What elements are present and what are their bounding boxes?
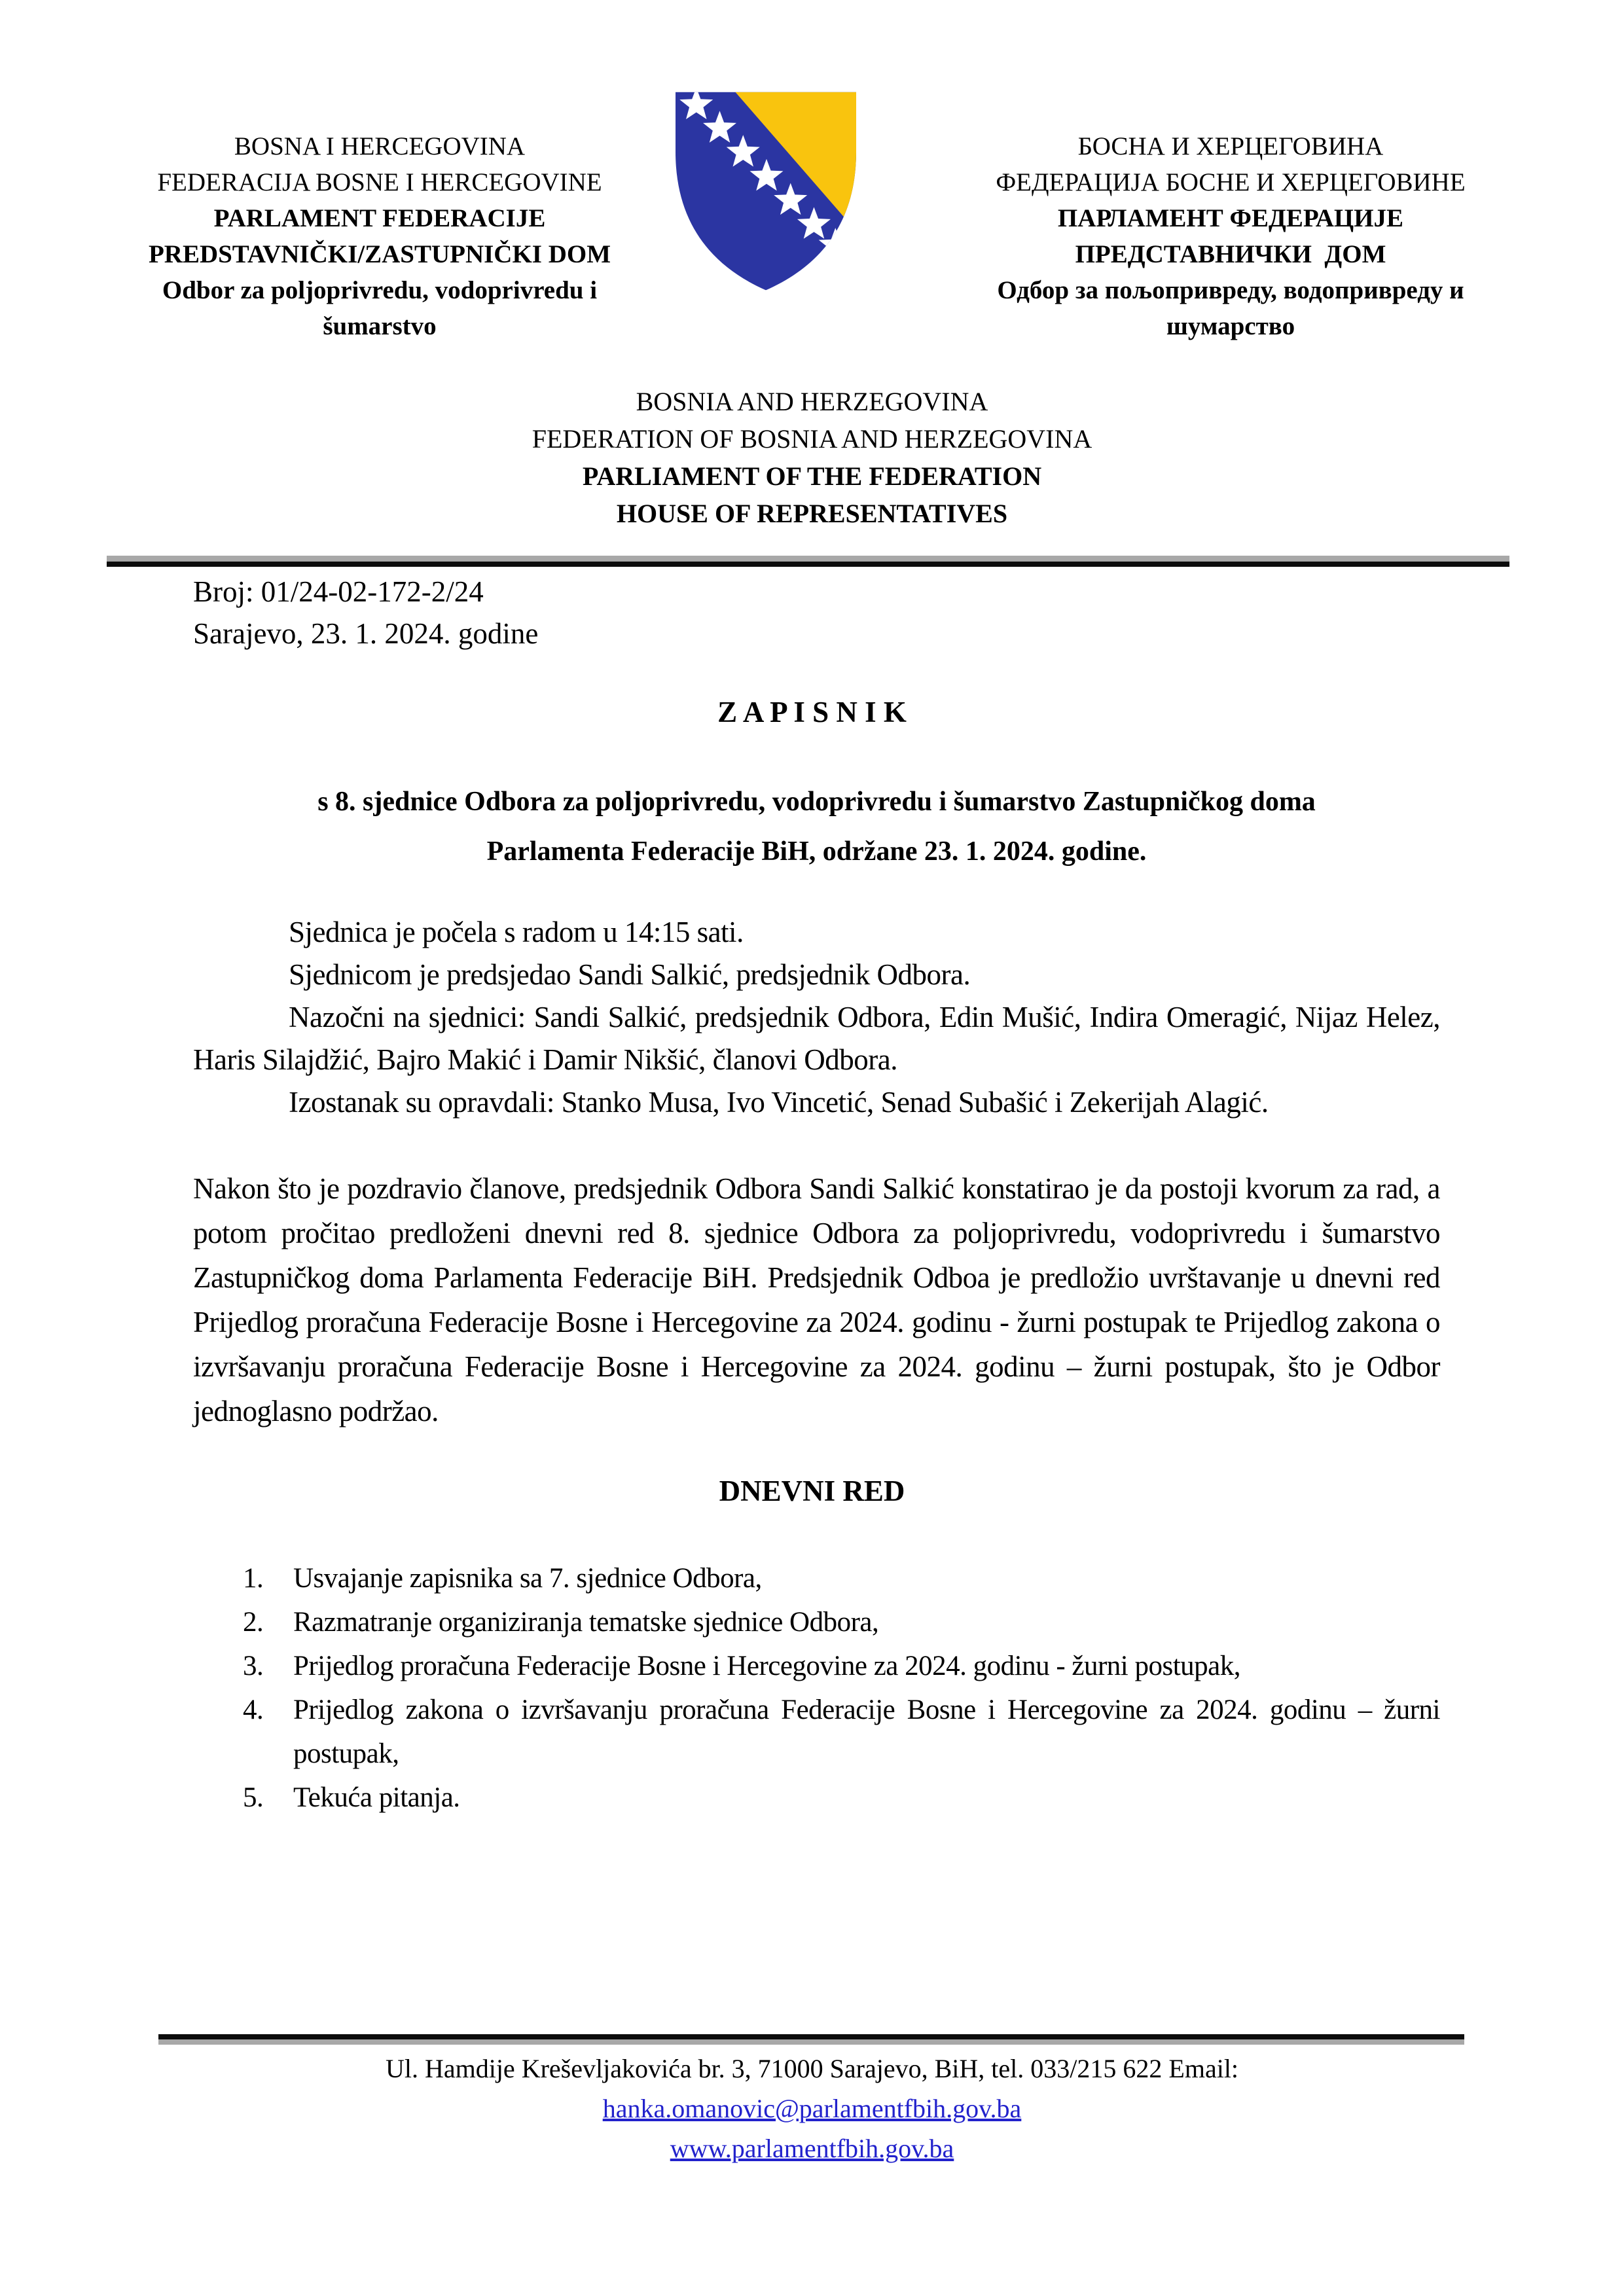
- footer-address: Ul. Hamdije Kreševljakovića br. 3, 71000 Sarajevo, BiH, tel. 033/215 622 Email:: [385, 2054, 1239, 2083]
- header-divider: [107, 556, 1509, 567]
- agenda-item-text: Usvajanje zapisnika sa 7. sjednice Odbora,: [293, 1563, 762, 1594]
- masthead-english-line: HOUSE OF REPRESENTATIVES: [616, 499, 1008, 528]
- document-title: Z A P I S N I K: [717, 696, 907, 728]
- agenda-item: [193, 1688, 1440, 1776]
- footer-divider-black-bar: [158, 2034, 1464, 2039]
- paragraph-main: Nakon što je pozdravio članove, predsjednik Odbora Sandi Salkić konstatirao je da postoji kvorum za rad, a potom pročitao predloženi dnevni red 8. sjednice Odbora za poljoprivredu, vodoprivredu i šumarstvo Zastupničkog doma Parlamenta Federacije BiH. Predsjednik Odboa je predložio uvrštavanje u dnevni red Prijedlog proračuna Federacije Bosne i Hercegovine za 2024. godinu - žurni postupak te Prijedlog zakona o izvršavanju proračuna Federacije Bosne i Hercegovine za 2024. godinu – žurni postupak, što je Odbor jednoglasno podržao.: [193, 1172, 1440, 1427]
- masthead-english-block: [0, 383, 1624, 532]
- masthead-left-line: BOSNA I HERCEGOVINA: [234, 132, 526, 160]
- footer-divider-gray-bar: [158, 2039, 1464, 2045]
- masthead-right-line: ПРЕДСТАВНИЧКИ ДОМ: [1075, 240, 1386, 268]
- masthead-left-block: [105, 128, 655, 344]
- document-subtitle: [193, 777, 1440, 876]
- masthead-english-line: FEDERATION OF BOSNIA AND HERZEGOVINA: [532, 424, 1092, 454]
- place-and-date: Sarajevo, 23. 1. 2024. godine: [193, 617, 539, 650]
- footer: [0, 2049, 1624, 2168]
- masthead-left-line: Odbor za poljoprivredu, vodoprivredu i: [162, 276, 598, 304]
- header-divider-gray-bar: [107, 556, 1509, 562]
- agenda-item: [193, 1644, 1440, 1688]
- agenda-list: [193, 1556, 1440, 1820]
- reference-number: Broj: 01/24-02-172-2/24: [193, 575, 484, 608]
- masthead-right-line: ПАРЛАМЕНТ ФЕДЕРАЦИЈЕ: [1057, 204, 1404, 232]
- masthead-left-line: FEDERACIJA BOSNE I HERCEGOVINE: [157, 168, 602, 196]
- masthead-right-line: Одбор за пољопривреду, водопривреду и: [997, 276, 1464, 304]
- masthead-right-line: ФЕДЕРАЦИЈА БОСНЕ И ХЕРЦЕГОВИНЕ: [996, 168, 1466, 196]
- agenda-item-text: Prijedlog zakona o izvršavanju proračuna Federacije Bosne i Hercegovine za 2024. godinu – žurni postupak,: [293, 1695, 1440, 1769]
- masthead-right-line: БОСНА И ХЕРЦЕГОВИНА: [1077, 132, 1384, 160]
- footer-website-link[interactable]: www.parlamentfbih.gov.ba: [670, 2134, 954, 2163]
- masthead-left-line: šumarstvo: [323, 312, 437, 340]
- paragraph-absentees: Izostanak su opravdali: Stanko Musa, Ivo Vincetić, Senad Subašić i Zekerijah Alagić.: [289, 1086, 1269, 1119]
- masthead-left-line: PARLAMENT FEDERACIJE: [213, 204, 546, 232]
- agenda-item-number: 3.: [243, 1651, 264, 1681]
- paragraph-chairperson: Sjednicom je predsjedao Sandi Salkić, predsjednik Odbora.: [289, 958, 971, 991]
- masthead-right-line: шумарство: [1166, 312, 1295, 340]
- agenda-item-number: 4.: [243, 1695, 264, 1725]
- coat-of-arms-icon: [676, 92, 856, 291]
- agenda-item-number: 2.: [243, 1607, 264, 1638]
- agenda-item: [193, 1556, 1440, 1600]
- intro-paragraphs: [193, 911, 1440, 1124]
- masthead-english-line: BOSNIA AND HERZEGOVINA: [636, 387, 988, 416]
- footer-email-link[interactable]: hanka.omanovic@parlamentfbih.gov.ba: [602, 2094, 1022, 2123]
- agenda-item-text: Tekuća pitanja.: [293, 1782, 460, 1813]
- agenda-item: [193, 1776, 1440, 1820]
- header-divider-black-bar: [107, 562, 1509, 567]
- subtitle-line: Parlamenta Federacije BiH, održane 23. 1. 2024. godine.: [486, 836, 1147, 867]
- agenda-heading: DNEVNI RED: [719, 1475, 905, 1507]
- masthead-left-line: PREDSTAVNIČKI/ZASTUPNIČKI DOM: [148, 240, 611, 268]
- footer-divider: [158, 2034, 1464, 2045]
- agenda-item-number: 5.: [243, 1782, 264, 1813]
- masthead-right-block: [929, 128, 1532, 344]
- agenda-item: [193, 1600, 1440, 1644]
- subtitle-line: s 8. sjednice Odbora za poljoprivredu, vodoprivredu i šumarstvo Zastupničkog doma: [317, 787, 1316, 817]
- agenda-item-text: Razmatranje organiziranja tematske sjednice Odbora,: [293, 1607, 879, 1638]
- document-meta: [193, 571, 538, 655]
- agenda-item-number: 1.: [243, 1563, 264, 1594]
- agenda-item-text: Prijedlog proračuna Federacije Bosne i Hercegovine za 2024. godinu - žurni postupak,: [293, 1651, 1241, 1681]
- paragraph-attendees: Nazočni na sjednici: Sandi Salkić, predsjednik Odbora, Edin Mušić, Indira Omeragić, Nijaz Helez, Haris Silajdžić, Bajro Makić i Damir Nikšić, članovi Odbora.: [193, 1001, 1440, 1076]
- paragraph-session-start: Sjednica je počela s radom u 14:15 sati.: [289, 916, 744, 948]
- masthead-english-line: PARLIAMENT OF THE FEDERATION: [582, 461, 1042, 491]
